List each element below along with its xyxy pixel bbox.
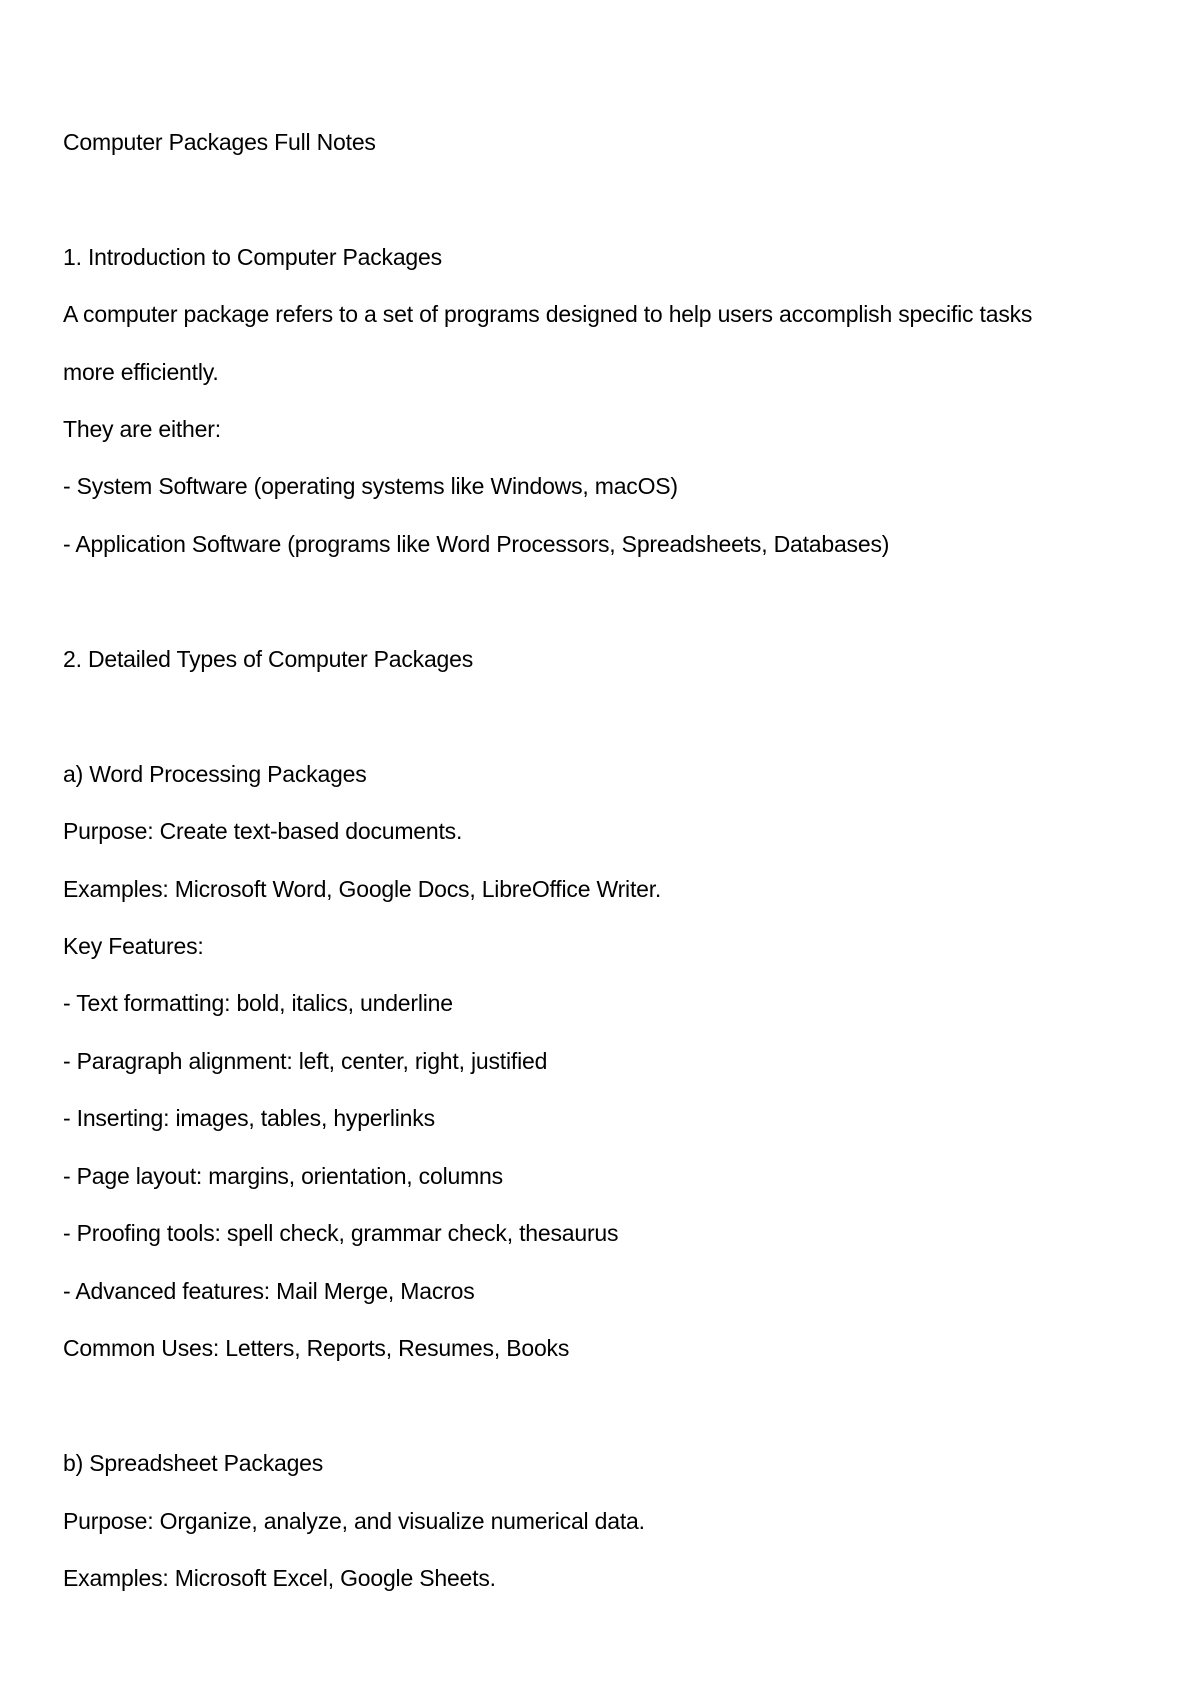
feature-proofing-tools: - Proofing tools: spell check, grammar check, thesaurus (63, 1220, 619, 1246)
intro-paragraph-line-1: A computer package refers to a set of programs designed to help users accomplish specific tasks (63, 301, 1033, 327)
feature-advanced-features: - Advanced features: Mail Merge, Macros (63, 1278, 475, 1304)
document-title: Computer Packages Full Notes (63, 129, 376, 155)
list-item-application-software: - Application Software (programs like Word Processors, Spreadsheets, Databases) (63, 531, 890, 557)
feature-inserting: - Inserting: images, tables, hyperlinks (63, 1105, 435, 1131)
word-processing-purpose: Purpose: Create text-based documents. (63, 818, 463, 844)
feature-page-layout: - Page layout: margins, orientation, columns (63, 1163, 503, 1189)
intro-paragraph-line-2: more efficiently. (63, 359, 219, 385)
list-item-system-software: - System Software (operating systems like Windows, macOS) (63, 473, 678, 499)
section-2-heading: 2. Detailed Types of Computer Packages (63, 646, 474, 672)
either-label: They are either: (63, 416, 221, 442)
section-1-heading: 1. Introduction to Computer Packages (63, 244, 442, 270)
spreadsheet-purpose: Purpose: Organize, analyze, and visualize numerical data. (63, 1508, 645, 1534)
spreadsheet-examples: Examples: Microsoft Excel, Google Sheets. (63, 1565, 496, 1591)
word-processing-heading: a) Word Processing Packages (63, 761, 367, 787)
feature-text-formatting: - Text formatting: bold, italics, underline (63, 990, 453, 1016)
word-processing-examples: Examples: Microsoft Word, Google Docs, LibreOffice Writer. (63, 876, 662, 902)
feature-paragraph-alignment: - Paragraph alignment: left, center, right, justified (63, 1048, 548, 1074)
word-processing-common-uses: Common Uses: Letters, Reports, Resumes, Books (63, 1335, 570, 1361)
spreadsheet-heading: b) Spreadsheet Packages (63, 1450, 324, 1476)
key-features-label: Key Features: (63, 933, 204, 959)
